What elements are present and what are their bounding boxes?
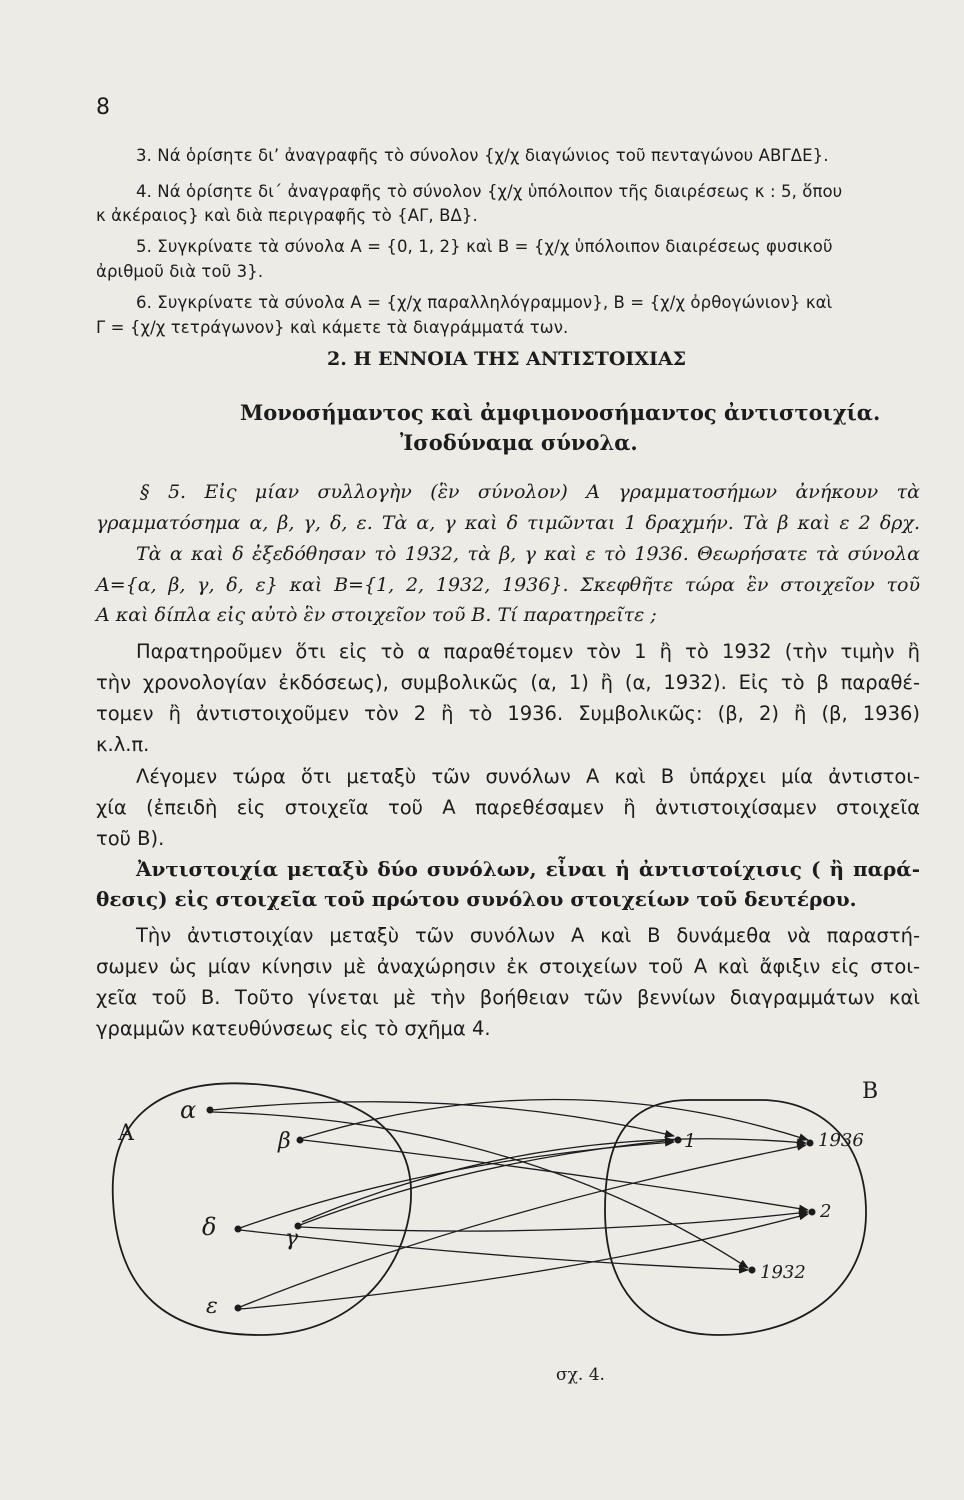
observe-line-4: κ.λ.π. xyxy=(96,733,150,756)
intro-line-3: Τὰ α καὶ δ ἐξεδόθησαν τὸ 1932, τὰ β, γ καὶ ε τὸ 1936. Θεωρήσατε τὰ σύνολα xyxy=(136,543,920,565)
represent-line-2: σωμεν ὡς μίαν κίνησιν μὲ ἀναχώρησιν ἐκ στοιχείων τοῦ Α καὶ ἄφιξιν εἰς στοι- xyxy=(96,955,920,978)
set-b-label: Β xyxy=(862,1079,879,1104)
set-a-label: Α xyxy=(118,1121,134,1146)
exercise-6: 6. Συγκρίνατε τὰ σύνολα Α = {χ/χ παραλληλόγραμμον}, Β = {χ/χ ὀρθογώνιον} καὶ xyxy=(136,293,833,312)
element-beta: β xyxy=(278,1129,291,1154)
represent-line-3: χεῖα τοῦ Β. Τοῦτο γίνεται μὲ τὴν βοήθειαν τῶν βεννίων διαγραμμάτων καὶ xyxy=(96,986,920,1009)
figure-caption: σχ. 4. xyxy=(556,1365,605,1385)
arrow-gamma-2 xyxy=(300,1212,808,1231)
represent-line-1: Τὴν ἀντιστοιχίαν μεταξὺ τῶν συνόλων Α καὶ Β δυνάμεθα νὰ παραστή- xyxy=(136,924,920,947)
exercise-3: 3. Νά ὁρίσητε δι’ ἀναγραφῆς τὸ σύνολον {χ/χ διαγώνιος τοῦ πενταγώνου ΑΒΓΔΕ}. xyxy=(136,146,829,165)
exercise-4: 4. Νά ὁρίσητε δι΄ ἀναγραφῆς τὸ σύνολον {χ/χ ὑπόλοιπον τῆς διαιρέσεως κ : 5, ὅπου xyxy=(136,182,843,201)
observe-line-2: τὴν χρονολογίαν ἐκδόσεως), συμβολικῶς (α, 1) ἢ (α, 1932). Εἰς τὸ β παραθέ- xyxy=(96,671,920,694)
say-line-2: χία (ἐπειδὴ εἰς στοιχεῖα τοῦ Α παρεθέσαμεν ἢ ἀντιστοιχίσαμεν στοιχεῖα xyxy=(96,796,920,819)
section-subtitle-1: Μονοσήμαντος καὶ ἀμφιμονοσήμαντος ἀντιστοιχία. xyxy=(240,400,881,425)
intro-line-5: Α καὶ δίπλα εἰς αὐτὸ ἓν στοιχεῖον τοῦ Β. Τί παρατηρεῖτε ; xyxy=(96,604,657,626)
arrow-delta-1 xyxy=(240,1142,674,1228)
exercise-5-cont: ἀριθμοῦ διὰ τοῦ 3}. xyxy=(96,262,264,281)
exercise-6-cont: Γ = {χ/χ τετράγωνον} καὶ κάμετε τὰ διαγράμματά των. xyxy=(96,318,569,337)
arrow-delta-1932 xyxy=(240,1230,748,1270)
exercise-5: 5. Συγκρίνατε τὰ σύνολα Α = {0, 1, 2} καὶ Β = {χ/χ ὑπόλοιπον διαιρέσεως φυσικοῦ xyxy=(136,237,833,256)
element-1: 1 xyxy=(684,1130,697,1152)
definition-line-2: θεσις) εἰς στοιχεῖα τοῦ πρώτου συνόλου στοιχείων τοῦ δευτέρου. xyxy=(96,887,857,911)
intro-line-1: § 5. Εἰς μίαν συλλογὴν (ἓν σύνολον) Α γραμματοσήμων ἀνήκουν τὰ xyxy=(140,481,920,503)
element-epsilon: ε xyxy=(206,1294,218,1319)
element-1932: 1932 xyxy=(760,1262,806,1283)
observe-line-1: Παρατηροῦμεν ὅτι εἰς τὸ α παραθέτομεν τὸν 1 ἢ τὸ 1932 (τὴν τιμὴν ἢ xyxy=(136,640,920,663)
section-title: 2. Η ΕΝΝΟΙΑ ΤΗΣ ΑΝΤΙΣΤΟΙΧΙΑΣ xyxy=(327,348,687,370)
definition-line-1: Ἀντιστοιχία μεταξὺ δύο συνόλων, εἶναι ἡ ἀντιστοίχισις ( ἢ παρά- xyxy=(136,857,920,881)
element-2: 2 xyxy=(820,1201,832,1222)
represent-line-4: γραμμῶν κατευθύνσεως εἰς τὸ σχῆμα 4. xyxy=(96,1017,491,1040)
element-alpha: α xyxy=(180,1096,197,1124)
arrow-gamma-1936 xyxy=(302,1139,806,1222)
say-line-3: τοῦ Β). xyxy=(96,827,165,850)
element-1936: 1936 xyxy=(818,1130,864,1151)
exercise-4-cont: κ ἀκέραιος} καὶ διὰ περιγραφῆς τὸ {ΑΓ, ΒΔ}. xyxy=(96,206,478,225)
intro-line-4: Α={α, β, γ, δ, ε} καὶ Β={1, 2, 1932, 1936}. Σκεφθῆτε τώρα ἓν στοιχεῖον τοῦ xyxy=(96,574,920,596)
arrow-gamma-1 xyxy=(300,1140,674,1225)
element-delta: δ xyxy=(202,1213,217,1241)
element-gamma: γ xyxy=(285,1226,299,1251)
observe-line-3: τομεν ἢ ἀντιστοιχοῦμεν τὸν 2 ἢ τὸ 1936. Συμβολικῶς: (β, 2) ἢ (β, 1936) xyxy=(96,702,920,725)
intro-line-2: γραμματόσημα α, β, γ, δ, ε. Τὰ α, γ καὶ δ τιμῶνται 1 δραχμήν. Τὰ β καὶ ε 2 δρχ. xyxy=(96,512,920,534)
say-line-1: Λέγομεν τώρα ὅτι μεταξὺ τῶν συνόλων Α καὶ Β ὑπάρχει μία ἀντιστοι- xyxy=(136,765,920,788)
arrow-epsilon-1936 xyxy=(240,1145,806,1307)
page-number: 8 xyxy=(96,95,110,120)
arrow-beta-1936 xyxy=(303,1099,808,1140)
section-subtitle-2: Ἰσοδύναμα σύνολα. xyxy=(400,430,638,455)
